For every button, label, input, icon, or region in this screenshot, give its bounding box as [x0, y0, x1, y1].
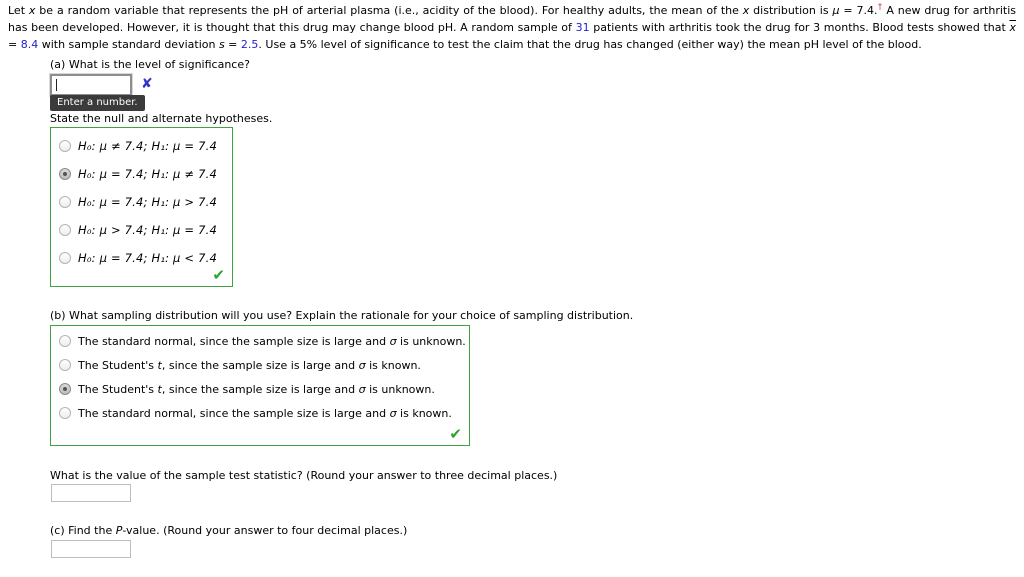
- distribution-option-1[interactable]: [51, 353, 469, 377]
- part-c-question: (c) Find the P-value. (Round your answer to four decimal places.): [50, 524, 408, 537]
- hypothesis-option-3[interactable]: [51, 216, 232, 244]
- incorrect-x-icon: ✘: [141, 76, 153, 92]
- p-value-input[interactable]: [51, 540, 131, 558]
- radio-button-icon[interactable]: [59, 252, 71, 264]
- radio-button-icon[interactable]: [59, 335, 71, 347]
- distribution-option-label: The Student's t, since the sample size is large and σ is unknown.: [78, 382, 435, 396]
- correct-check-icon: ✔: [212, 266, 225, 284]
- distribution-choice-box: [50, 325, 470, 446]
- hypothesis-option-label: H₀: μ > 7.4; H₁: μ = 7.4: [78, 223, 218, 237]
- significance-input[interactable]: [52, 76, 130, 94]
- hypothesis-option-0[interactable]: [51, 132, 232, 160]
- radio-button-icon[interactable]: [59, 383, 71, 395]
- hypothesis-option-label: H₀: μ = 7.4; H₁: μ < 7.4: [78, 251, 218, 265]
- input-tooltip: Enter a number.: [50, 95, 145, 111]
- radio-button-icon[interactable]: [59, 407, 71, 419]
- hypotheses-prompt: State the null and alternate hypotheses.: [50, 112, 273, 125]
- hypothesis-option-2[interactable]: [51, 188, 232, 216]
- test-statistic-question: What is the value of the sample test statistic? (Round your answer to three decimal places.): [50, 469, 558, 482]
- test-statistic-input[interactable]: [51, 484, 131, 502]
- hypothesis-option-label: H₀: μ = 7.4; H₁: μ ≠ 7.4: [78, 167, 218, 181]
- hypothesis-option-4[interactable]: [51, 244, 232, 272]
- hypothesis-option-1[interactable]: [51, 160, 232, 188]
- part-b-question: (b) What sampling distribution will you use? Explain the rationale for your choice of sampling distribution.: [50, 309, 634, 322]
- radio-button-icon[interactable]: [59, 196, 71, 208]
- distribution-option-2[interactable]: [51, 377, 469, 401]
- part-a-question: (a) What is the level of significance?: [50, 58, 250, 71]
- significance-input-wrapper: [50, 74, 132, 96]
- radio-button-icon[interactable]: [59, 224, 71, 236]
- distribution-option-label: The Student's t, since the sample size is large and σ is known.: [78, 358, 421, 372]
- hypothesis-option-label: H₀: μ ≠ 7.4; H₁: μ = 7.4: [78, 139, 218, 153]
- radio-button-icon[interactable]: [59, 359, 71, 371]
- hypothesis-option-label: H₀: μ = 7.4; H₁: μ > 7.4: [78, 195, 218, 209]
- distribution-option-0[interactable]: [51, 329, 469, 353]
- radio-button-icon[interactable]: [59, 168, 71, 180]
- problem-statement: Let x be a random variable that represents the pH of arterial plasma (i.e., acidity of the blood). For healthy adults, the mean of the x distribution is μ = 7.4.† A new drug for arthritis has been developed. However, it is thought that this drug may change blood pH. A random sample of 31 patients with arthritis took the drug for 3 months. Blood tests showed that $\overline{x} = 8.4$ with sample standard deviation s = 2.5. Use a 5% level of significance to test the claim that the drug has changed (either way) the mean pH level of the blood.: [8, 2, 1017, 51]
- correct-check-icon: ✔: [449, 425, 462, 443]
- distribution-option-label: The standard normal, since the sample size is large and σ is known.: [78, 406, 452, 420]
- distribution-option-3[interactable]: [51, 401, 469, 425]
- radio-button-icon[interactable]: [59, 140, 71, 152]
- hypotheses-choice-box: [50, 127, 233, 287]
- text-caret: [56, 79, 57, 91]
- distribution-option-label: The standard normal, since the sample size is large and σ is unknown.: [78, 334, 466, 348]
